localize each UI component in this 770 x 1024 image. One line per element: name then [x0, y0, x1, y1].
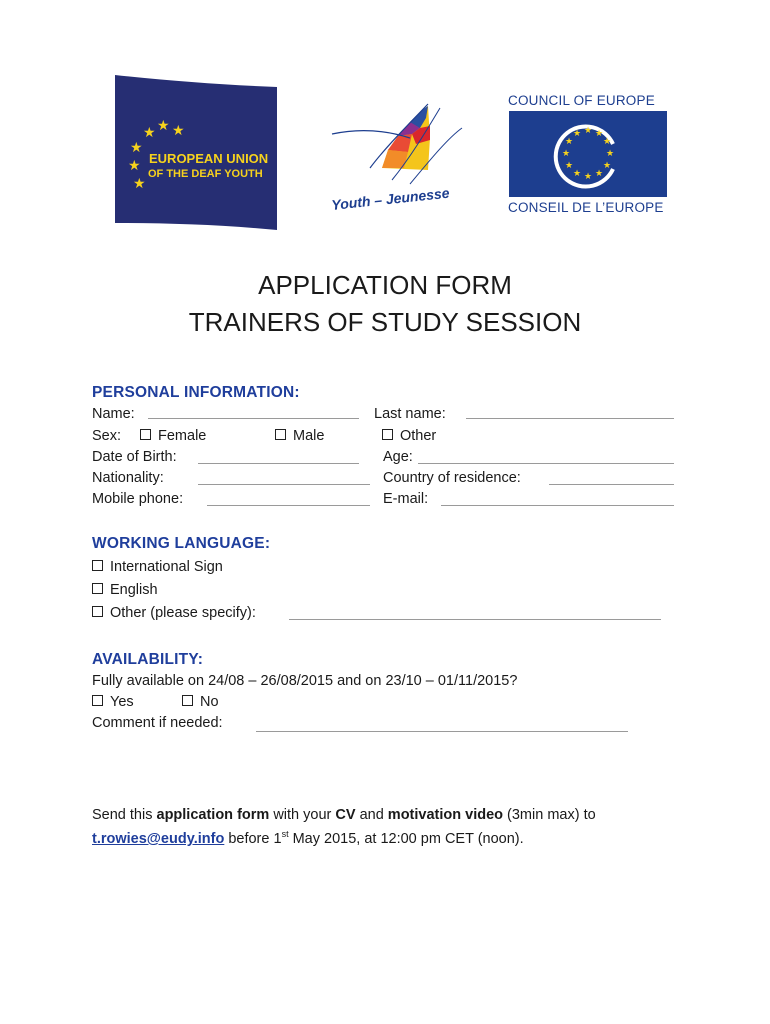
dob-label: Date of Birth:	[92, 449, 177, 465]
age-label: Age:	[383, 449, 413, 465]
availability-no-option[interactable]	[182, 694, 219, 710]
eudy-logo-line2: OF THE DEAF YOUTH	[148, 168, 263, 180]
personal-info-heading: PERSONAL INFORMATION:	[92, 384, 300, 401]
footer-bold-cv: CV	[335, 807, 356, 823]
language-option-en[interactable]	[92, 582, 158, 598]
email-field[interactable]	[441, 505, 674, 506]
svg-text:★: ★	[561, 149, 571, 159]
nationality-field[interactable]	[198, 484, 370, 485]
language-is-checkbox[interactable]	[92, 560, 103, 571]
council-of-europe-logo	[509, 111, 667, 197]
form-title: APPLICATION FORM	[258, 270, 512, 300]
instructions-line2	[92, 829, 524, 847]
eudy-logo-line1: EUROPEAN UNION	[149, 151, 269, 166]
name-label: Name:	[92, 406, 135, 422]
female-label: Female	[158, 428, 207, 444]
mobile-label: Mobile phone:	[92, 491, 184, 507]
svg-text:★: ★	[128, 158, 141, 174]
other-label: Other	[400, 428, 437, 444]
svg-text:★: ★	[602, 161, 612, 171]
youth-jeunesse-logo	[330, 88, 470, 223]
last-name-field[interactable]	[466, 418, 674, 419]
country-field[interactable]	[549, 484, 674, 485]
female-checkbox[interactable]	[140, 429, 151, 440]
other-checkbox[interactable]	[382, 429, 393, 440]
footer-text-4: (3min max) to	[503, 807, 596, 823]
last-name-label: Last name:	[374, 406, 446, 422]
comment-field[interactable]	[256, 731, 628, 732]
footer-text-3: and	[355, 807, 388, 823]
svg-text:★: ★	[583, 126, 593, 136]
name-field[interactable]	[148, 418, 359, 419]
yes-label: Yes	[110, 694, 134, 710]
svg-text:★: ★	[594, 129, 604, 139]
footer-bold-video: motivation video	[387, 807, 504, 823]
male-checkbox[interactable]	[275, 429, 286, 440]
youth-logo-text: Youth – Jeunesse	[330, 184, 451, 213]
email-link[interactable]: t.rowies@eudy.info	[92, 830, 225, 847]
svg-text:★: ★	[564, 161, 574, 171]
no-checkbox[interactable]	[182, 695, 193, 706]
svg-text:★: ★	[130, 140, 143, 156]
sex-other-option[interactable]	[382, 428, 436, 444]
language-option-is[interactable]	[92, 559, 223, 575]
language-other-field[interactable]	[289, 619, 661, 620]
footer-text-2: with your	[269, 807, 336, 823]
eudy-logo	[115, 75, 277, 230]
mobile-field[interactable]	[207, 505, 370, 506]
age-field[interactable]	[418, 463, 674, 464]
footer-text-6: May 2015, at 12:00 pm CET (noon).	[288, 830, 524, 847]
svg-text:★: ★	[583, 172, 593, 182]
instructions-line1	[92, 807, 678, 823]
language-is-label: International Sign	[110, 559, 223, 575]
svg-text:★: ★	[143, 125, 156, 141]
svg-text:★: ★	[157, 118, 170, 134]
form-subtitle: TRAINERS OF STUDY SESSION	[188, 307, 582, 337]
footer-bold-form: application form	[156, 807, 270, 823]
dob-field[interactable]	[198, 463, 359, 464]
country-label: Country of residence:	[383, 470, 521, 486]
yes-checkbox[interactable]	[92, 695, 103, 706]
email-label: E-mail:	[383, 491, 429, 507]
language-other-label: Other (please specify):	[110, 605, 256, 621]
coe-name-en: COUNCIL OF EUROPE	[508, 93, 655, 108]
sex-male-option[interactable]	[275, 428, 324, 444]
svg-text:★: ★	[564, 137, 574, 147]
sex-label: Sex:	[92, 428, 122, 444]
coe-name-fr: CONSEIL DE L’EUROPE	[508, 200, 664, 215]
svg-text:★: ★	[594, 169, 604, 179]
svg-text:★: ★	[572, 129, 582, 139]
svg-text:★: ★	[605, 149, 615, 159]
language-option-other[interactable]	[92, 605, 256, 621]
male-label: Male	[293, 428, 325, 444]
svg-text:★: ★	[602, 137, 612, 147]
language-other-checkbox[interactable]	[92, 606, 103, 617]
no-label: No	[200, 694, 219, 710]
availability-question: Fully available on 24/08 – 26/08/2015 and on 23/10 – 01/11/2015?	[92, 673, 518, 689]
comment-label: Comment if needed:	[92, 715, 223, 731]
language-en-label: English	[110, 582, 158, 598]
footer-text-1: Send this	[92, 807, 157, 823]
language-en-checkbox[interactable]	[92, 583, 103, 594]
availability-yes-option[interactable]	[92, 694, 134, 710]
nationality-label: Nationality:	[92, 470, 164, 486]
sex-female-option[interactable]	[140, 428, 206, 444]
svg-text:★: ★	[572, 169, 582, 179]
svg-text:★: ★	[133, 176, 146, 192]
svg-text:★: ★	[172, 123, 185, 139]
footer-text-5: before 1	[224, 830, 282, 847]
footer-sup: st	[281, 829, 289, 839]
availability-heading: AVAILABILITY:	[92, 651, 204, 668]
language-heading: WORKING LANGUAGE:	[92, 535, 271, 552]
